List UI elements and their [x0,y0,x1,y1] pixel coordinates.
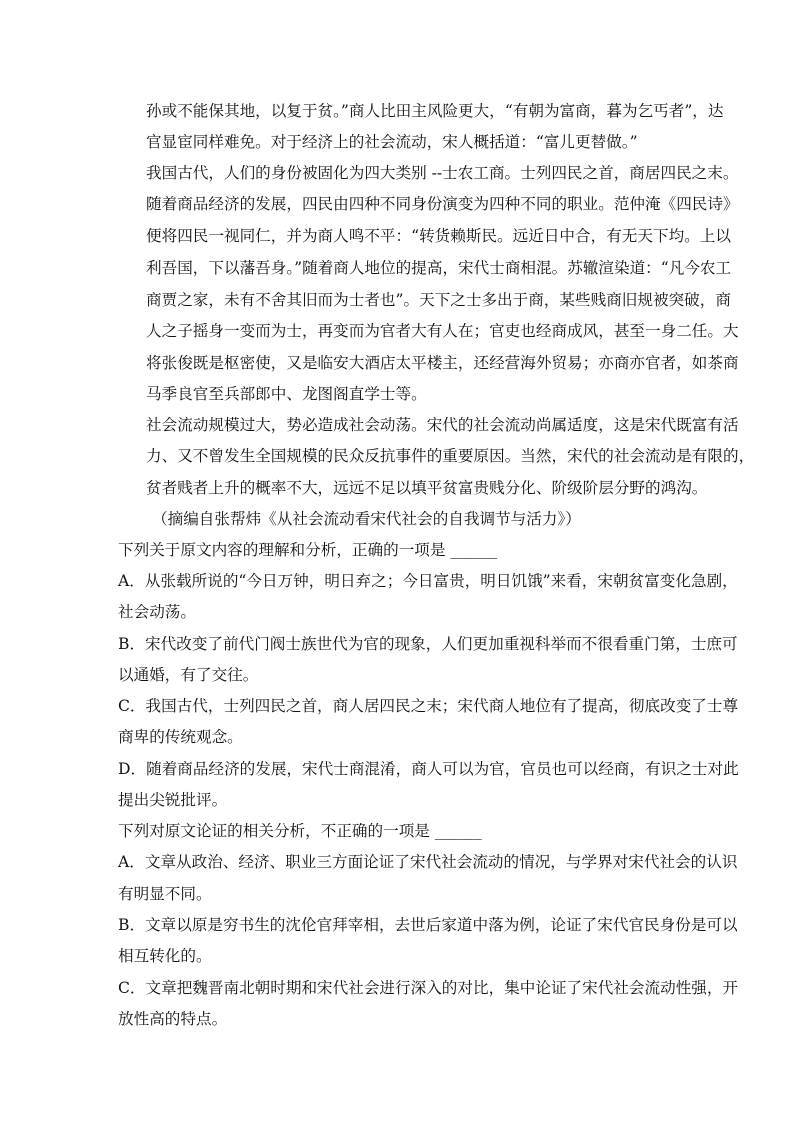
question-1-option-a-cont: 社会动荡。 [118,603,196,621]
question-2-option-b-cont: 相互转化的。 [118,947,212,965]
question-1-option-c-cont: 商卑的传统观念。 [118,728,243,746]
passage-line: 官显宦同样难免。对于经济上的社会流动，宋人概括道：“富儿更替做。” [146,133,638,151]
question-1-stem: 下列关于原文内容的理解和分析，正确的一项是 ______ [118,541,498,559]
passage-line: 便将四民一视同仁，并为商人鸣不平：“转货赖斯民。远近日中合，有无天下均。上以 [146,227,731,245]
passage-line: 将张俊既是枢密使，又是临安大酒店太平楼主，还经营海外贸易；亦商亦官者，如茶商 [146,354,739,372]
question-1-option-b-cont: 以通婚，有了交往。 [118,666,259,684]
citation: （摘编自张帮炜《从社会流动看宋代社会的自我调节与活力》） [152,510,581,528]
passage-line: 人之子摇身一变而为士，再变而为官者大有人在；官吏也经商成风，甚至一身二任。大 [146,322,739,340]
passage-line: 我国古代，人们的身份被固化为四大类别 --士农工商。士列四民之首，商居四民之末。 [146,164,739,182]
question-1-option-c: C．我国古代，士列四民之首，商人居四民之末；宋代商人地位有了提高，彻底改变了士尊 [118,697,739,715]
passage-line: 商贾之家，未有不舍其旧而为士者也”。天下之士多出于商，某些贱商旧规被突破，商 [146,291,731,309]
question-2-option-c-cont: 放性高的特点。 [118,1010,228,1028]
passage-line: 马季良官至兵部郎中、龙图阁直学士等。 [146,385,427,403]
question-1-option-d-cont: 提出尖锐批评。 [118,791,228,809]
question-2-option-a: A．文章从政治、经济、职业三方面论证了宋代社会流动的情况，与学界对宋代社会的认识 [118,853,738,871]
passage-line: 利吾国，下以藩吾身。”随着商人地位的提高，宋代士商相混。苏辙渲染道：“凡今农工 [146,259,732,277]
passage-line: 贫者贱者上升的概率不大，远远不足以填平贫富贵贱分化、阶级阶层分野的鸿沟。 [146,479,708,497]
question-2-option-b: B．文章以原是穷书生的沈伦官拜宰相，去世后家道中落为例，论证了宋代官民身份是可以 [118,916,738,934]
passage-line: 孙或不能保其地，以复于贫。”商人比田主风险更大，“有朝为富商，暮为乞丐者”，达 [146,102,724,120]
question-1-option-a: A．从张载所说的“今日万钟，明日弃之；今日富贵，明日饥饿”来看，宋朝贫富变化急剧， [118,572,738,590]
question-2-option-a-cont: 有明显不同。 [118,885,212,903]
passage-line: 社会流动规模过大，势必造成社会动荡。宋代的社会流动尚属适度，这是宋代既富有活 [146,416,739,434]
question-2-option-c: C．文章把魏晋南北朝时期和宋代社会进行深入的对比，集中论证了宋代社会流动性强，开 [118,979,739,997]
question-2-stem: 下列对原文论证的相关分析，不正确的一项是 ______ [118,822,482,840]
question-1-option-b: B．宋代改变了前代门阀士族世代为官的现象，人们更加重视科举而不很看重门第，士庶可 [118,635,738,653]
passage-line: 力、又不曾发生全国规模的民众反抗事件的重要原因。当然，宋代的社会流动是有限的， [146,447,755,465]
passage-line: 随着商品经济的发展，四民由四种不同身份演变为四种不同的职业。范仲淹《四民诗》 [146,195,739,213]
question-1-option-d: D．随着商品经济的发展，宋代士商混淆，商人可以为官，官员也可以经商，有识之士对此 [118,760,739,778]
